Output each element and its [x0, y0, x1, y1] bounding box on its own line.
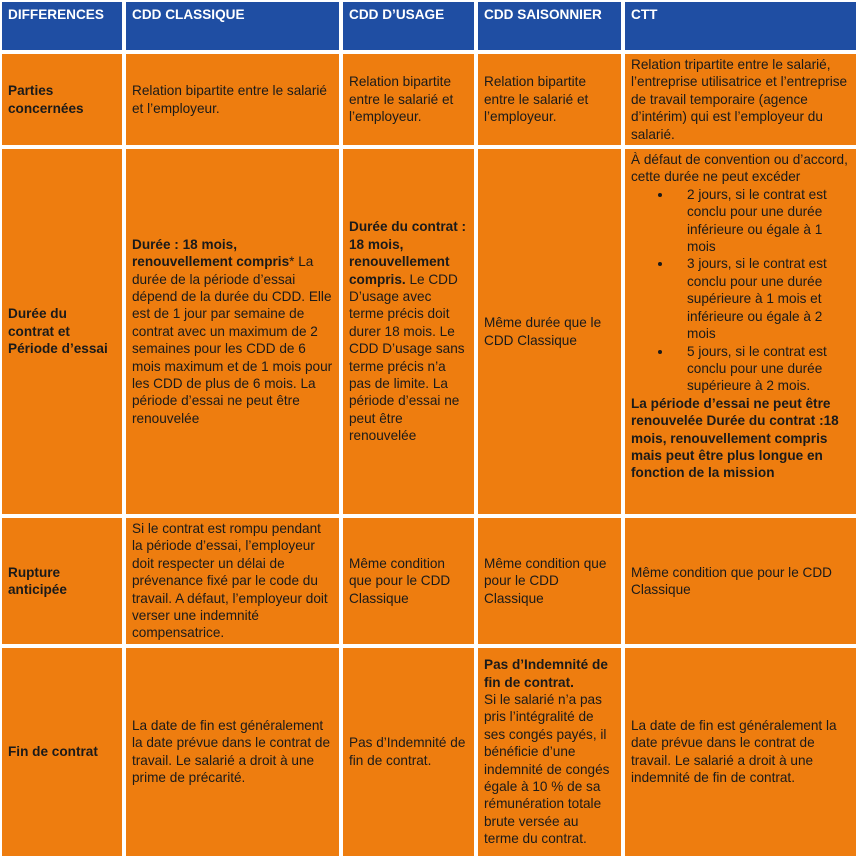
duree-ctt-list — [631, 186, 850, 395]
row-label-duree: Durée du contrat et Période d’essai — [0, 147, 124, 516]
duree-usage-text: Le CDD D’usage avec terme précis doit durer 18 mois. Le CDD D’usage sans terme précis n’a pas de limite. La période d’essai ne peut être renouvelée — [349, 271, 465, 444]
cell-rupture-ctt: Même condition que pour le CDD Classique — [623, 516, 858, 646]
header-cdd-usage: CDD D’USAGE — [341, 0, 476, 52]
cell-rupture-classique: Si le contrat est rompu pendant la période d’essai, l’employeur doit respecter un délai de prévenance fixé par le code du travail. A défaut, l’employeur doit verser une indemnité compensatrice. — [124, 516, 341, 646]
cell-fin-usage: Pas d’Indemnité de fin de contrat. — [341, 646, 476, 858]
row-parties — [0, 52, 858, 147]
header-differences: DIFFERENCES — [0, 0, 124, 52]
cell-parties-classique: Relation bipartite entre le salarié et l’employeur. — [124, 52, 341, 147]
duree-ctt-intro: À défaut de convention ou d’accord, cette durée ne peut excéder — [631, 152, 848, 185]
row-label-rupture: Rupture anticipée — [0, 516, 124, 646]
fin-saisonnier-text: Si le salarié n’a pas pris l’intégralité de ses congés payés, il bénéficie d’une indemnité de congés égale à 10 % de sa rémunération totale brute versée au terme du contrat. — [484, 691, 610, 847]
cell-fin-saisonnier — [476, 646, 623, 858]
cell-duree-classique — [124, 147, 341, 516]
cell-fin-classique: La date de fin est généralement la date prévue dans le contrat de travail. Le salarié a droit à une prime de précarité. — [124, 646, 341, 858]
row-label-parties: Parties concernées — [0, 52, 124, 147]
list-item: • 5 jours, si le contrat est conclu pour une durée supérieure à 2 mois. — [673, 343, 850, 395]
cell-parties-ctt: Relation tripartite entre le salarié, l’entreprise utilisatrice et l’entreprise de travail temporaire (agence d’intérim) qui est l’employeur du salarié. — [623, 52, 858, 147]
cell-duree-usage — [341, 147, 476, 516]
cell-rupture-usage: Même condition que pour le CDD Classique — [341, 516, 476, 646]
duree-usage-bold: Durée du contrat : 18 mois, renouvellement compris. — [349, 219, 467, 287]
cell-parties-usage: Relation bipartite entre le salarié et l’employeur. — [341, 52, 476, 147]
cell-duree-saisonnier: Même durée que le CDD Classique — [476, 147, 623, 516]
header-cdd-classique: CDD CLASSIQUE — [124, 0, 341, 52]
row-label-fin: Fin de contrat — [0, 646, 124, 858]
duree-classique-text: * La durée de la période d’essai dépend de la durée du CDD. Elle est de 1 jour par semaine de contrat avec un maximum de 2 semaines pour les CDD de 6 mois maximum et de 1 mois pour les CDD de plus de 6 mois. La période d’essai ne peut être renouvelée — [132, 254, 333, 426]
header-row — [0, 0, 858, 52]
cell-fin-ctt: La date de fin est généralement la date prévue dans le contrat de travail. Le salarié a droit à une indemnité de fin de contrat. — [623, 646, 858, 858]
row-rupture — [0, 516, 858, 646]
cell-duree-ctt — [623, 147, 858, 516]
cell-rupture-saisonnier: Même condition que pour le CDD Classique — [476, 516, 623, 646]
list-item: • 2 jours, si le contrat est conclu pour une durée inférieure ou égale à 1 mois — [673, 186, 850, 256]
duree-ctt-bold: La période d’essai ne peut être renouvelée Durée du contrat :18 mois, renouvellement compris mais peut être plus longue en fonction de la mission — [631, 395, 839, 481]
header-ctt: CTT — [623, 0, 858, 52]
fin-saisonnier-bold: Pas d’Indemnité de fin de contrat. — [484, 657, 608, 690]
cell-parties-saisonnier: Relation bipartite entre le salarié et l’employeur. — [476, 52, 623, 147]
row-duree — [0, 147, 858, 516]
duree-classique-bold: Durée : 18 mois, renouvellement compris — [132, 236, 290, 270]
header-cdd-saisonnier: CDD SAISONNIER — [476, 0, 623, 52]
list-item: • 3 jours, si le contrat est conclu pour une durée supérieure à 1 mois et inférieure ou égale à 2 mois — [673, 255, 850, 342]
row-fin — [0, 646, 858, 858]
